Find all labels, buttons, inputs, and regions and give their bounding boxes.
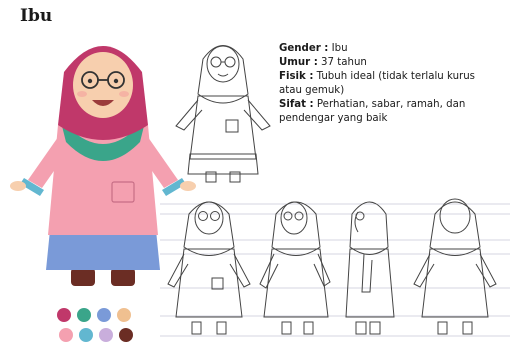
physical-row (279, 70, 494, 98)
turnaround-three-quarter-sketch (256, 192, 336, 342)
palette-swatch (59, 328, 73, 342)
age-value: 37 tahun (321, 57, 367, 68)
gender-value: Ibu (331, 43, 348, 54)
age-row (279, 56, 494, 70)
palette-swatch (99, 328, 113, 342)
character-profile (279, 42, 494, 126)
palette-swatch (117, 308, 131, 322)
palette-swatch (97, 308, 111, 322)
color-palette (56, 307, 136, 345)
physical-value: Tubuh ideal (tidak terlalu kurus atau gemuk) (279, 71, 475, 96)
turnaround-side-sketch (338, 192, 398, 342)
turnaround-front-sketch (164, 192, 254, 342)
trait-value: Perhatian, sabar, ramah, dan pendengar yang baik (279, 99, 466, 124)
palette-swatch (119, 328, 133, 342)
age-label: Umur : (279, 57, 318, 68)
palette-swatch (79, 328, 93, 342)
trait-row (279, 98, 494, 126)
character-sketch-front (168, 34, 278, 184)
gender-row (279, 42, 494, 56)
palette-swatch (57, 308, 71, 322)
turnaround-back-sketch (410, 192, 500, 342)
gender-label: Gender : (279, 43, 329, 54)
character-name: Ibu (20, 6, 53, 26)
palette-swatch (77, 308, 91, 322)
physical-label: Fisik : (279, 71, 314, 82)
trait-label: Sifat : (279, 99, 314, 110)
